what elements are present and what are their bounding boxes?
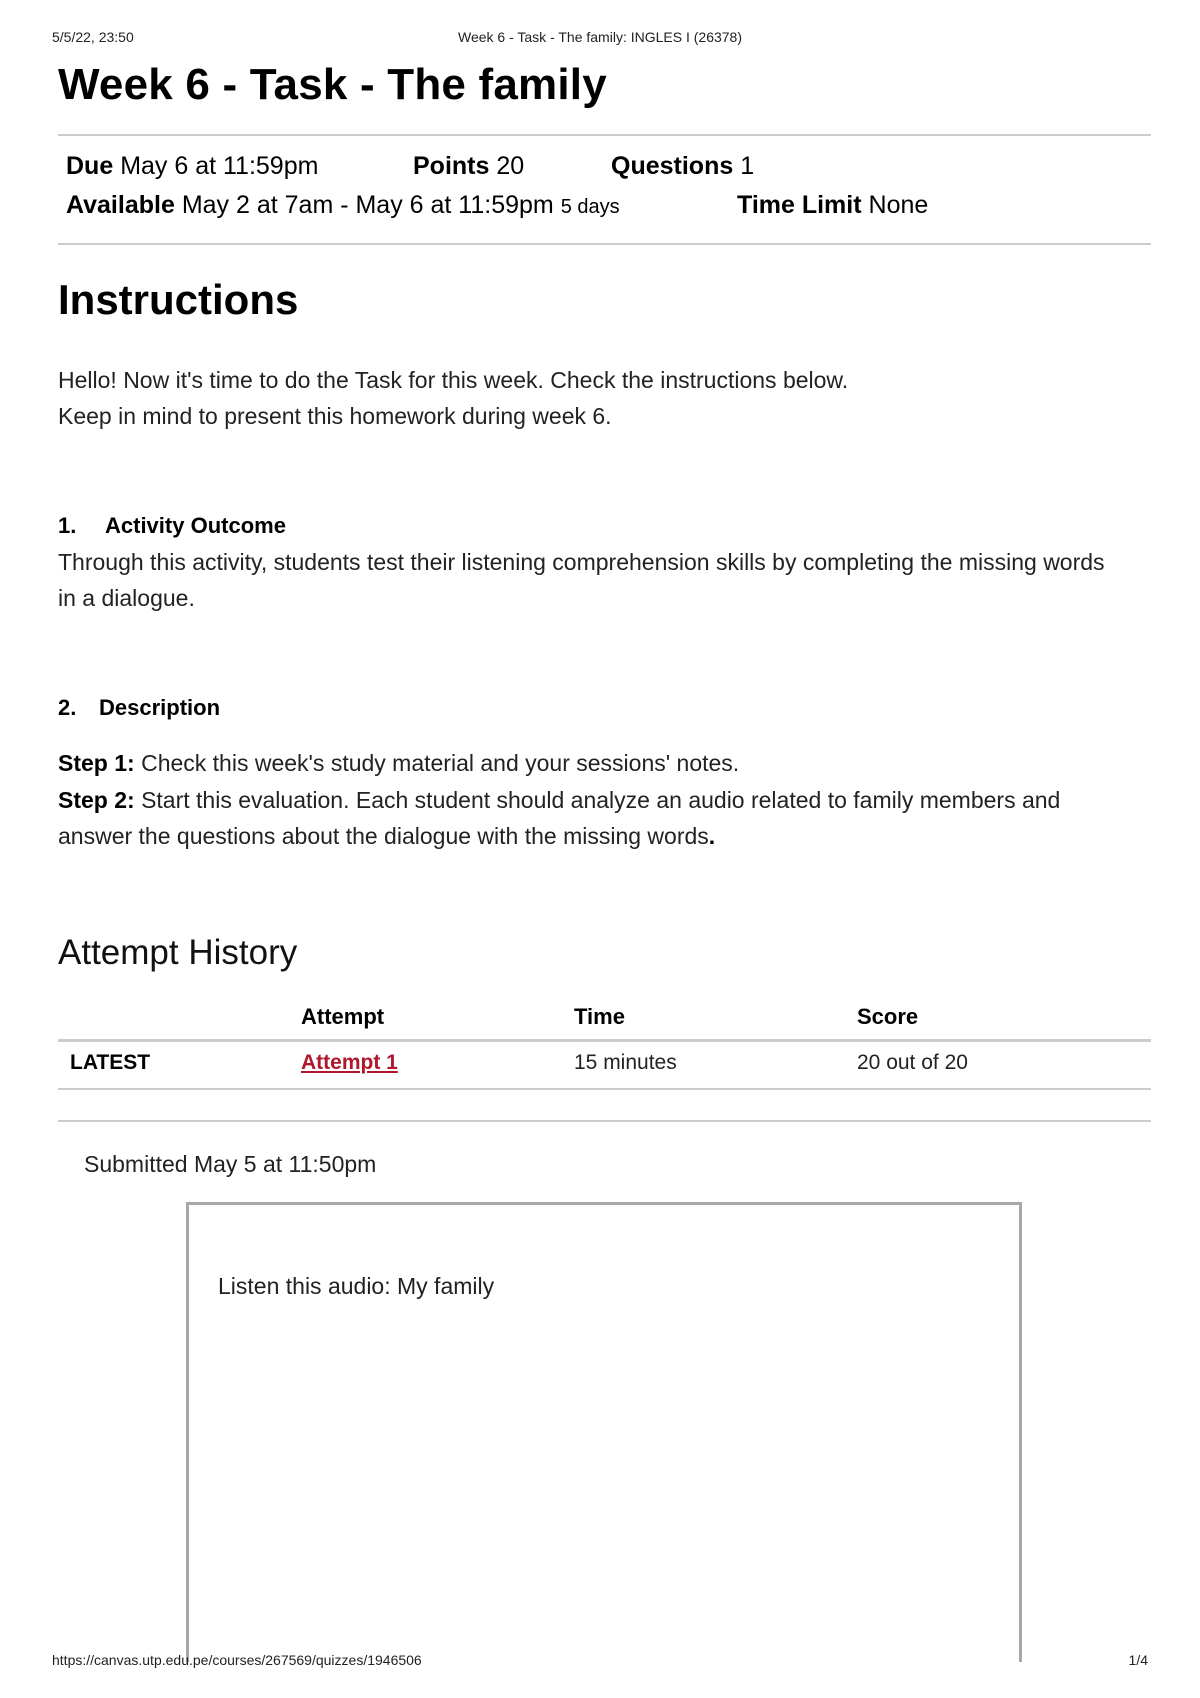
available-label: Available xyxy=(66,191,175,219)
print-header xyxy=(52,29,1148,47)
section-1-title: Activity Outcome xyxy=(105,513,286,538)
section-2-heading xyxy=(58,695,220,721)
step-2 xyxy=(58,782,1138,854)
attempt-time: 15 minutes xyxy=(574,1051,677,1074)
latest-badge: LATEST xyxy=(70,1051,151,1074)
print-datetime: 5/5/22, 23:50 xyxy=(52,29,134,45)
step-2-label: Step 2: xyxy=(58,787,135,813)
time-limit-value: None xyxy=(868,191,929,219)
attempt-history-heading: Attempt History xyxy=(58,933,298,972)
section-1-text: Through this activity, students test their listening comprehension skills by completing the missing words in a dialogue. xyxy=(58,549,1105,611)
step-2-end: . xyxy=(708,823,716,849)
divider xyxy=(58,243,1151,245)
attempt-1-link[interactable]: Attempt 1 xyxy=(301,1051,398,1074)
step-2-text: Start this evaluation. Each student should analyze an audio related to family members and answer the questions about the dialogue with the missing words xyxy=(58,787,1061,849)
time-limit-label: Time Limit xyxy=(737,191,862,219)
intro-line-1: Hello! Now it's time to do the Task for this week. Check the instructions below. xyxy=(58,367,849,393)
divider xyxy=(58,1120,1151,1122)
attempt-score: 20 out of 20 xyxy=(857,1051,968,1074)
section-2-title: Description xyxy=(99,695,221,720)
page-title: Week 6 - Task - The family xyxy=(58,60,607,109)
meta-due xyxy=(66,152,318,181)
available-value: May 2 at 7am - May 6 at 11:59pm xyxy=(181,191,554,219)
step-1-text: Check this week's study material and your sessions' notes. xyxy=(134,750,740,776)
question-box xyxy=(186,1202,1022,1662)
instructions-heading: Instructions xyxy=(58,276,299,323)
submitted-date: Submitted May 5 at 11:50pm xyxy=(84,1151,377,1177)
questions-value: 1 xyxy=(740,152,755,180)
points-label: Points xyxy=(413,152,490,180)
due-label: Due xyxy=(66,152,114,180)
intro-line-2: Keep in mind to present this homework during week 6. xyxy=(58,403,612,429)
print-footer xyxy=(52,1652,1148,1670)
section-1-number: 1. xyxy=(58,513,77,538)
meta-available xyxy=(66,191,620,220)
page-number: 1/4 xyxy=(1128,1652,1148,1668)
available-duration: 5 days xyxy=(560,196,620,218)
step-1 xyxy=(58,745,1118,781)
question-text: Listen this audio: My family xyxy=(218,1273,495,1299)
instructions-intro xyxy=(58,362,1151,434)
table-header-rule xyxy=(58,1039,1151,1042)
print-url: https://canvas.utp.edu.pe/courses/267569/quizzes/1946506 xyxy=(52,1652,422,1668)
divider xyxy=(58,134,1151,136)
section-2-number: 2. xyxy=(58,695,77,720)
section-1-heading xyxy=(58,513,286,539)
meta-questions xyxy=(611,152,754,181)
points-value: 20 xyxy=(496,152,525,180)
meta-time-limit xyxy=(737,191,928,220)
column-header-attempt: Attempt xyxy=(301,1004,385,1029)
questions-label: Questions xyxy=(611,152,734,180)
due-value: May 6 at 11:59pm xyxy=(120,152,319,180)
column-header-score: Score xyxy=(857,1004,919,1029)
column-header-time: Time xyxy=(574,1004,625,1029)
print-title: Week 6 - Task - The family: INGLES I (26378) xyxy=(458,29,742,45)
table-row-rule xyxy=(58,1088,1151,1090)
meta-points xyxy=(413,152,524,181)
step-1-label: Step 1: xyxy=(58,750,135,776)
